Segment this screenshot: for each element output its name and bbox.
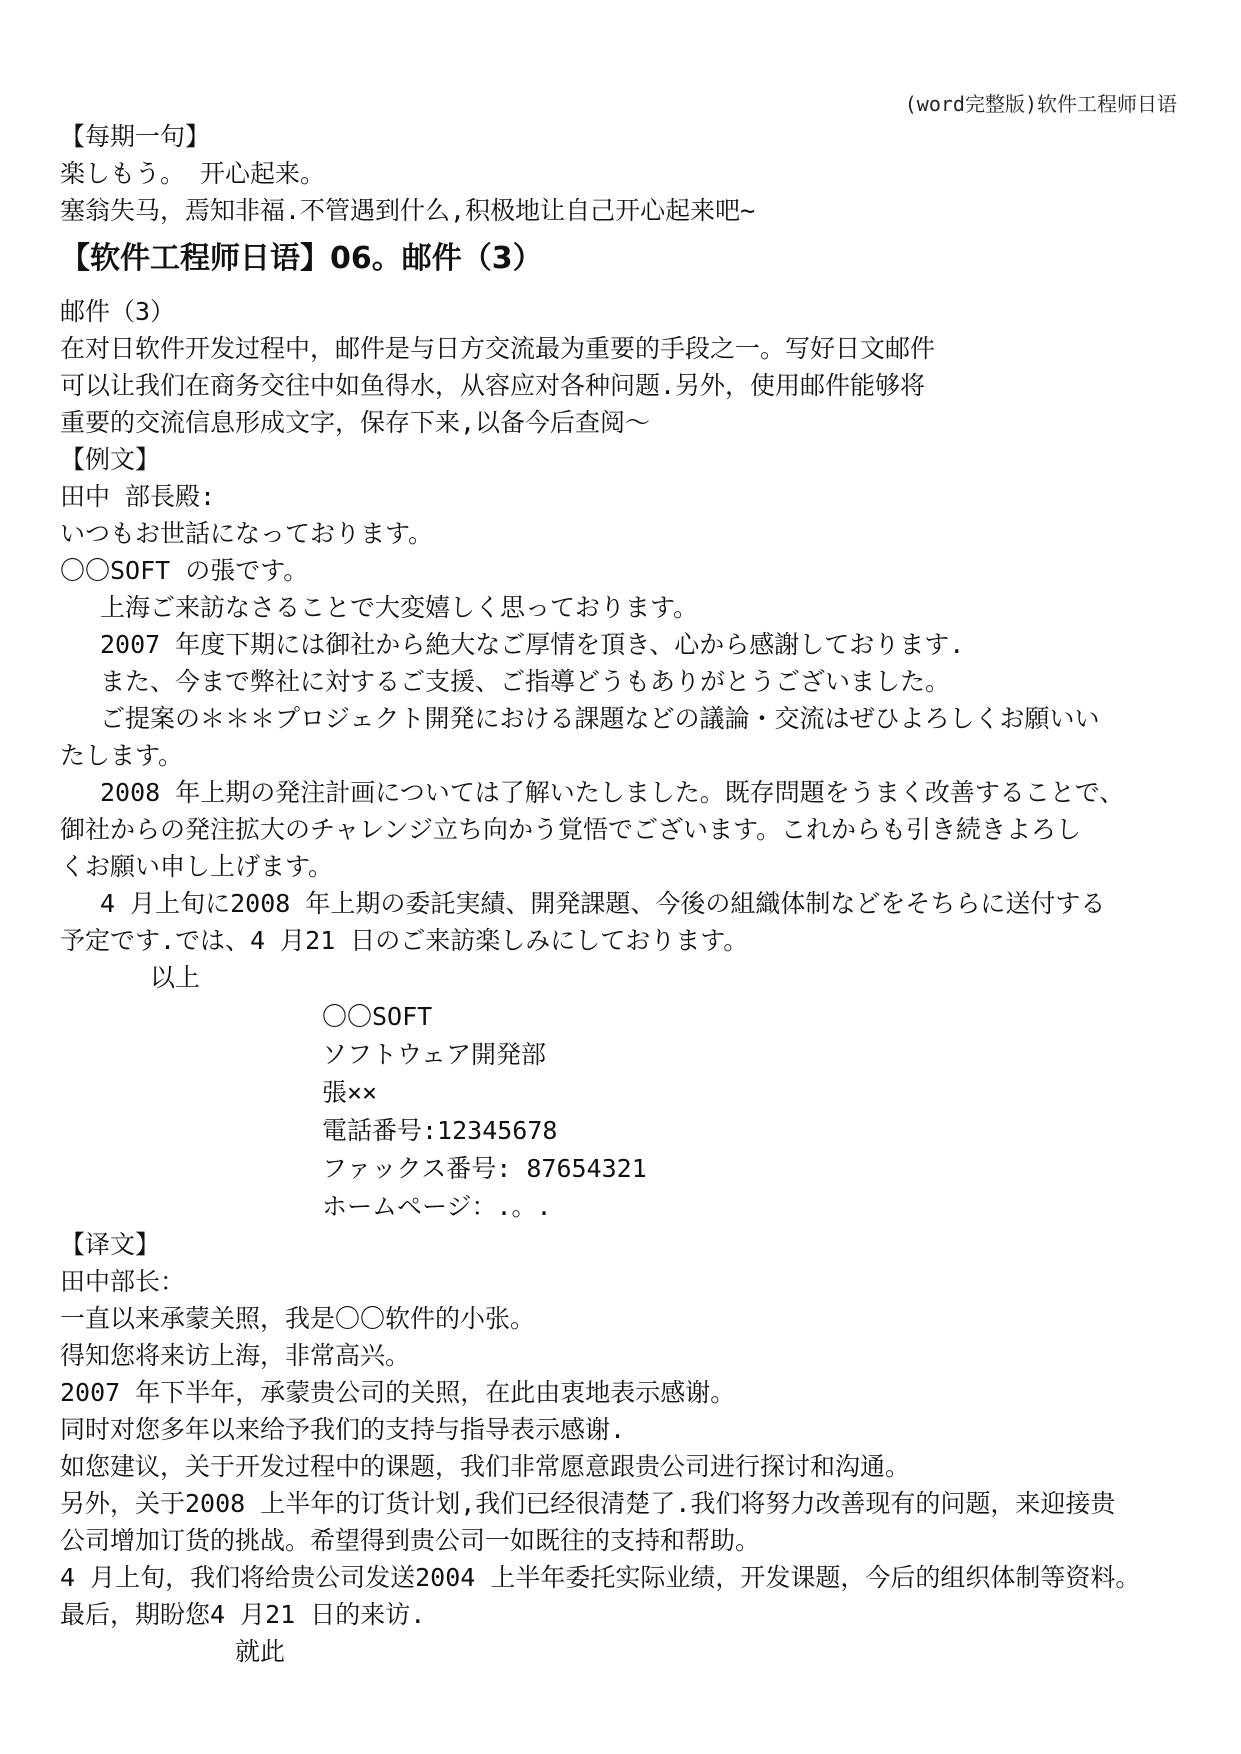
document-body bbox=[60, 118, 1195, 1670]
intro-heading: 【每期一句】 bbox=[60, 122, 211, 151]
article-title: 【软件工程师日语】06。邮件（3） bbox=[60, 241, 543, 276]
example-paragraph-2: 2007 年度下期には御社から絶大なご厚情を頂き、心から感謝しております. bbox=[100, 630, 965, 659]
translation-line-2: 得知您将来访上海，非常高兴。 bbox=[60, 1341, 411, 1370]
translation-line-6a: 另外，关于2008 上半年的订货计划,我们已经很清楚了.我们将努力改善现有的问题，来迎接贵 bbox=[60, 1489, 1116, 1518]
translation-line-6b: 公司增加订货的挑战。希望得到贵公司一如既往的支持和帮助。 bbox=[60, 1526, 761, 1555]
translation-line-7: 4 月上旬，我们将给贵公司发送2004 上半年委托实际业绩，开发课题，今后的组织体制等资料。 bbox=[60, 1563, 1141, 1592]
translation-salutation: 田中部长： bbox=[60, 1267, 186, 1296]
translation-line-5: 如您建议，关于开发过程中的课题，我们非常愿意跟贵公司进行探讨和沟通。 bbox=[60, 1452, 911, 1481]
signature-homepage: ホームページ：.。. bbox=[322, 1192, 552, 1221]
article-subtitle: 邮件（3） bbox=[60, 297, 176, 326]
example-paragraph-6b: 予定です.では、4 月21 日のご来訪楽しみにしております。 bbox=[60, 926, 749, 955]
example-salutation: 田中 部長殿: bbox=[60, 482, 216, 511]
signature-company: 〇〇SOFT bbox=[322, 1002, 433, 1031]
intro-note: 塞翁失马，焉知非福.不管遇到什么,积极地让自己开心起来吧~ bbox=[60, 196, 756, 225]
example-paragraph-5c: くお願い申し上げます。 bbox=[60, 852, 334, 881]
signature-block bbox=[60, 998, 1195, 1226]
article-intro-line-3: 重要的交流信息形成文字，保存下来,以备今后查阅～ bbox=[60, 408, 651, 437]
example-paragraph-1: 上海ご来訪なさることで大変嬉しく思っております。 bbox=[100, 593, 699, 622]
translation-line-8: 最后，期盼您4 月21 日的来访. bbox=[60, 1600, 426, 1629]
example-greeting-2: 〇〇SOFT の張です。 bbox=[60, 556, 309, 585]
example-paragraph-4a: ご提案の＊＊＊プロジェクト開発における課題などの議論・交流はぜひよろしくお願いい bbox=[100, 704, 1100, 733]
translation-line-3: 2007 年下半年，承蒙贵公司的关照，在此由衷地表示感谢。 bbox=[60, 1378, 736, 1407]
example-paragraph-5a: 2008 年上期の発注計画については了解いたしました。既存問題をうまく改善することで、 bbox=[100, 778, 1125, 807]
translation-line-4: 同时对您多年以来给予我们的支持与指导表示感谢. bbox=[60, 1415, 626, 1444]
example-paragraph-3: また、今まで弊社に対するご支援、ご指導どうもありがとうございました。 bbox=[100, 667, 951, 696]
signature-department: ソフトウェア開発部 bbox=[322, 1040, 547, 1069]
translation-closing: 就此 bbox=[235, 1637, 286, 1666]
signature-phone: 電話番号:12345678 bbox=[322, 1116, 558, 1145]
example-paragraph-4b: たします。 bbox=[60, 741, 184, 770]
signature-fax: ファックス番号: 87654321 bbox=[322, 1154, 647, 1183]
running-header: (word完整版)软件工程师日语 bbox=[904, 92, 1177, 116]
example-paragraph-6a: 4 月上旬に2008 年上期の委託実績、開発課題、今後の組織体制などをそちらに送付する bbox=[100, 889, 1106, 918]
translation-line-1: 一直以来承蒙关照，我是〇〇软件的小张。 bbox=[60, 1304, 536, 1333]
article-intro-line-2: 可以让我们在商务交往中如鱼得水，从容应对各种问题.另外，使用邮件能够将 bbox=[60, 371, 926, 400]
intro-phrase: 楽しもう。 开心起来。 bbox=[60, 159, 326, 188]
translation-heading: 【译文】 bbox=[60, 1230, 161, 1259]
example-closing: 以上 bbox=[150, 963, 201, 992]
example-heading: 【例文】 bbox=[60, 445, 161, 474]
example-greeting-1: いつもお世話になっております。 bbox=[60, 519, 434, 548]
example-paragraph-5b: 御社からの発注拡大のチャレンジ立ち向かう覚悟でございます。これからも引き続きよろし bbox=[60, 815, 1082, 844]
signature-name: 張×× bbox=[322, 1078, 378, 1107]
article-intro-line-1: 在对日软件开发过程中，邮件是与日方交流最为重要的手段之一。写好日文邮件 bbox=[60, 334, 936, 363]
